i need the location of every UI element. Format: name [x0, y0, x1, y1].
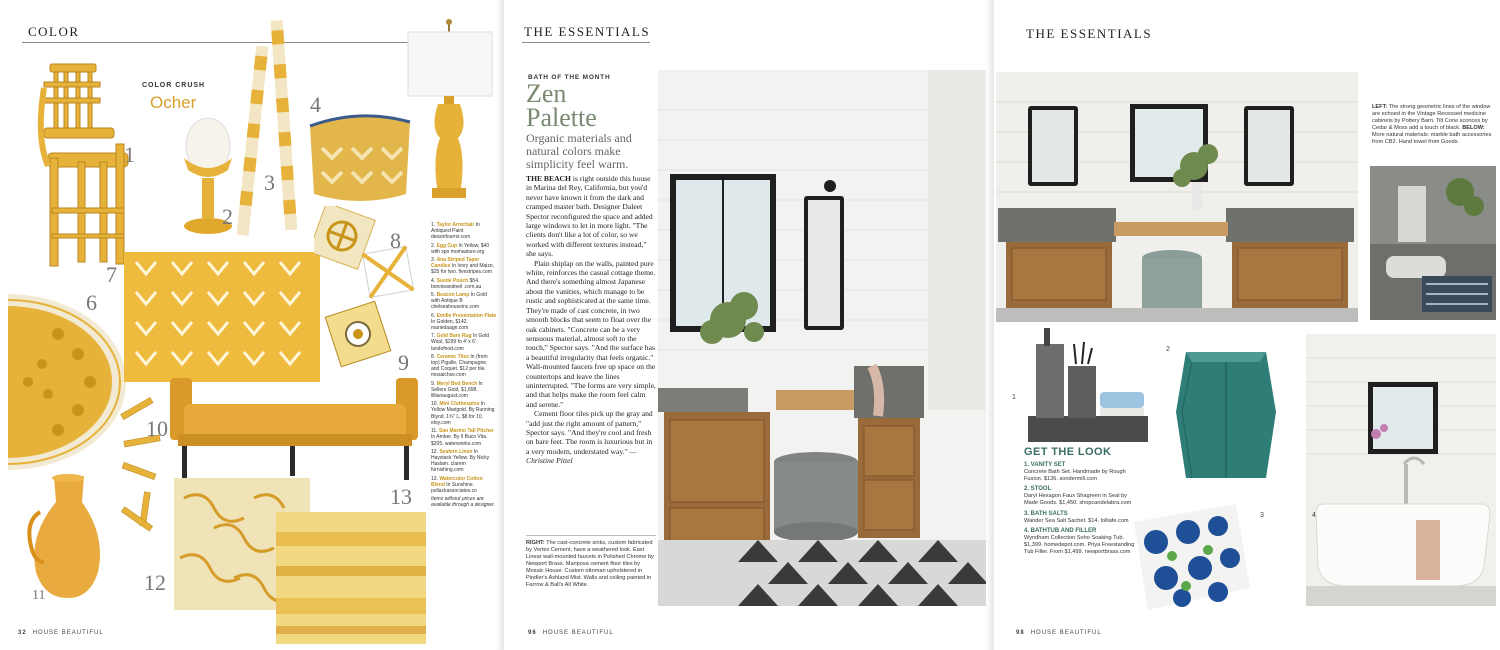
key-item: 13. Watercolor Cotton Blend In Sunshine. pollackassociates.co — [431, 475, 483, 494]
caption-left: LEFT: The strong geometric lines of the window are echoed in the Vintage Recessed medicine cabinets by Pottery Barn. Tilt Cone sconces by Cedar & Moss add a touch of black. BELOW: More natural materials: marble bath accessories from CB2. Hand towel from Goods. — [1372, 104, 1492, 145]
kicker: BATH OF THE MONTH — [528, 74, 611, 81]
page-title: Ocher — [150, 93, 197, 112]
article-title: Zen Palette — [526, 79, 597, 132]
key-item: 10. Mini Clothespins In Yellow Marigold. By Running Blynd. 1¾" L, $8 for 10. etsy.com — [431, 401, 495, 426]
key-item: 2. Egg Cup In Yellow, $40 with spo momastore.org — [431, 242, 490, 255]
number-10: 10 — [146, 416, 168, 441]
presentation-plate-illustration — [8, 294, 126, 470]
number-9: 9 — [398, 350, 409, 375]
taper-candles-illustration — [236, 16, 306, 236]
beacon-lamp-illustration — [404, 18, 494, 200]
kicker: COLOR CRUSH — [142, 82, 206, 89]
key-footer: Items without prices are available through a designer. — [431, 496, 496, 509]
header-rule — [22, 42, 432, 43]
get-the-look-heading: GET THE LOOK — [1024, 446, 1112, 458]
gtl-item: 1. VANITY SET Concrete Bath Set. Handmade by Rough Fusion. $136. sondermill.com — [1024, 462, 1126, 482]
number-1: 1 — [124, 142, 135, 167]
bath-salts-sachet-illustration — [1126, 498, 1256, 616]
number-2: 2 — [1166, 346, 1170, 353]
number-2: 2 — [222, 204, 233, 229]
section-header: COLOR — [28, 24, 80, 39]
number-3: 3 — [264, 170, 275, 195]
lead-in: THE BEACH — [526, 174, 571, 183]
number-6: 6 — [86, 290, 97, 315]
article-body: THE BEACH is right outside this house in Marina del Rey, California, but you'd never have known it from the dark and cramped master bath. Designer Daleet Spector reconfigured the space and added large windows to let in more light. "The clients don't like a lot of color, so we worked with different textures instead," she says. Plain shiplap on the walls, painted pure white, reinforces the casual cottage theme. And there's something almost Japanese about the vanities, which manage to be rustic and sophisticated at the same time. They're made of cast concrete, in two smooth blocks that seem to float over the oak cabinets. "Concrete can be a very sensuous material, almost soft to the touch," Spector says. "And the surface has a beautiful irregularity that feels organic." Wall-mounted faucets free up space on the countertops and leave the lines uninterrupted. "The forms are very simple, and that helps make the room feel calm and serene." Cement floor tiles pick up the gray and "add just the right amount of pattern," Spector says. "And they're cool and fresh on bare feet. The room is luxurious but in a very modern, understated way." —Christine Pittel — [526, 174, 656, 466]
section-header: THE ESSENTIALS — [524, 24, 651, 39]
key-item: 1. Taylor Armchair In Antiqued Paint dessinfournir.com — [431, 222, 480, 241]
gtl-item: 4. BATHTUB AND FILLER Wyndham Collection Soho Soaking Tub. $1,399. homedepot.com. Priya Freestanding Tub Filler. From $1,499. newportbrass.com — [1024, 528, 1135, 555]
photo-caption: RIGHT: The cast-concrete sinks, custom fabricated by Vertex Cement, have a weathered look. East Linear wall-mounted faucets in Polished Chrome by Newport Brass. Mariposa cement floor tiles by Mosaic House. Custom ottoman upholstered in Pindler's Ashland Mist. Walls and ceiling painted in Farrow & Ball's All White. — [526, 540, 654, 588]
key-item: 7. Gold Bars Rug In Gold Wool, $299 fo 4' x 6'. landofnod.com — [431, 333, 490, 352]
number-3: 3 — [1260, 512, 1264, 519]
gtl-item: 2. STOOL Daryl Hexagon Faux Shagreen in Seal by Made Goods. $1,450. shopcandelabra.com — [1024, 486, 1132, 506]
marble-accessories-photo — [1370, 166, 1496, 320]
gtl-item: 3. BATH SALTS Wander Sea Salt Sachet. $14. lolliafe.com — [1024, 510, 1129, 524]
number-12: 12 — [144, 570, 166, 595]
folio: 96 HOUSE BEAUTIFUL — [528, 630, 614, 636]
page-zen-palette — [504, 0, 994, 650]
section-header: THE ESSENTIALS — [1026, 26, 1153, 41]
amber-pitcher-illustration — [26, 472, 110, 604]
key-item: 3. Ana Striped Taper Candles In Ivory and Maize, $25 for two. fivestripes.com — [431, 257, 495, 276]
key-item: 5. Beacon Lamp In Gold with Antique B chelseahouseinc.com — [431, 292, 487, 311]
double-vanity-photo — [996, 72, 1358, 322]
caption-rule — [526, 535, 656, 536]
number-4: 4 — [310, 92, 321, 117]
page-get-the-look — [994, 0, 1500, 650]
hexagon-stool-illustration — [1172, 342, 1280, 488]
number-13: 13 — [390, 484, 412, 509]
bathtub-photo — [1306, 334, 1496, 606]
page-color-crush — [0, 0, 500, 650]
folio: 98 HOUSE BEAUTIFUL — [1016, 630, 1102, 636]
key-item: 11. San Marino Tall Pitcher In Amber. By Il Buco Vita. $205. waterworks.com — [431, 428, 494, 447]
watercolor-cotton-illustration — [276, 512, 426, 644]
key-item: 9. Meryl Bed Bench In Sellers Gold, $1,898. lillianaugust.com — [431, 380, 483, 400]
suede-pouch-illustration — [306, 108, 414, 208]
article-dek: Organic materials and natural colors make simplicity feel warm. — [526, 131, 632, 171]
product-key-list — [431, 222, 497, 509]
vanity-set-illustration — [1018, 326, 1160, 450]
key-item: 6. Emille Presentation Plate In Golden, $142. mariedaage.com — [431, 312, 497, 332]
number-11: 11 — [32, 588, 46, 603]
number-7: 7 — [106, 262, 117, 287]
gold-bars-rug-illustration — [124, 252, 320, 382]
number-8: 8 — [390, 228, 401, 253]
header-rule — [522, 42, 650, 43]
number-4: 4 — [1312, 512, 1316, 519]
key-item: 4. Suede Pouch $54. bonnieandneil .com.au — [431, 277, 482, 290]
folio: 32 HOUSE BEAUTIFUL — [18, 630, 104, 636]
key-item: 12. Seafern Linen In Haystack Yellow. By Nicky Haslam. clarem furnishing.com — [431, 448, 490, 474]
bed-bench-illustration — [170, 374, 420, 484]
key-item: 8. Ceramic Tiles In (from top) Pigalle, Champagne, and Coquet. $12 per tile. mosaichse.com — [431, 353, 488, 379]
bathroom-photo — [658, 70, 992, 606]
get-the-look-list — [1024, 462, 1136, 560]
number-1: 1 — [1012, 394, 1016, 401]
